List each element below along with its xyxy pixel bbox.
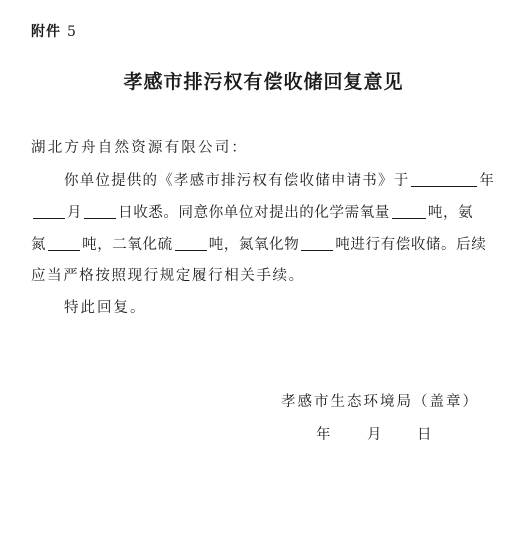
- body-line-3: [31, 234, 499, 255]
- body-line-4: 应当严格按照现行规定履行相关手续。: [31, 268, 305, 284]
- signature-issuer: 孝感市生态环境局（盖章）: [281, 394, 479, 410]
- blank-date-month: [33, 202, 65, 219]
- blank-ammonia-amount: [48, 234, 80, 251]
- date-month: 月: [367, 427, 382, 443]
- blank-date-year: [411, 170, 477, 187]
- body-text: 吨，氮氧化物: [208, 237, 300, 253]
- addressee: 湖北方舟自然资源有限公司：: [31, 140, 249, 156]
- blank-nox-amount: [301, 234, 333, 251]
- blank-so2-amount: [175, 234, 207, 251]
- body-text: 年: [479, 173, 496, 189]
- body-text: 氮: [31, 237, 47, 253]
- body-text: 吨，氨: [427, 205, 474, 221]
- blank-cod-amount: [392, 202, 426, 219]
- body-line-2: [31, 202, 499, 223]
- body-text: 你单位提供的《孝感市排污权有偿收储申请书》于: [64, 173, 410, 189]
- body-text: 日收悉。同意你单位对提出的化学需氧量: [118, 205, 390, 221]
- date-year: 年: [316, 427, 331, 443]
- body-text: 吨，二氧化硫: [82, 237, 173, 253]
- date-day: 日: [417, 427, 432, 443]
- body-line-1: [64, 170, 499, 191]
- body-text: 吨进行有偿收储。后续: [335, 237, 487, 253]
- body-text: 月: [67, 205, 83, 221]
- blank-date-day: [84, 202, 116, 219]
- document-title: 孝感市排污权有偿收储回复意见: [123, 71, 404, 93]
- attachment-label: [31, 22, 77, 42]
- attachment-text: 附件: [31, 24, 61, 40]
- closing-remark: 特此回复。: [64, 300, 147, 316]
- attachment-number: 5: [67, 24, 77, 40]
